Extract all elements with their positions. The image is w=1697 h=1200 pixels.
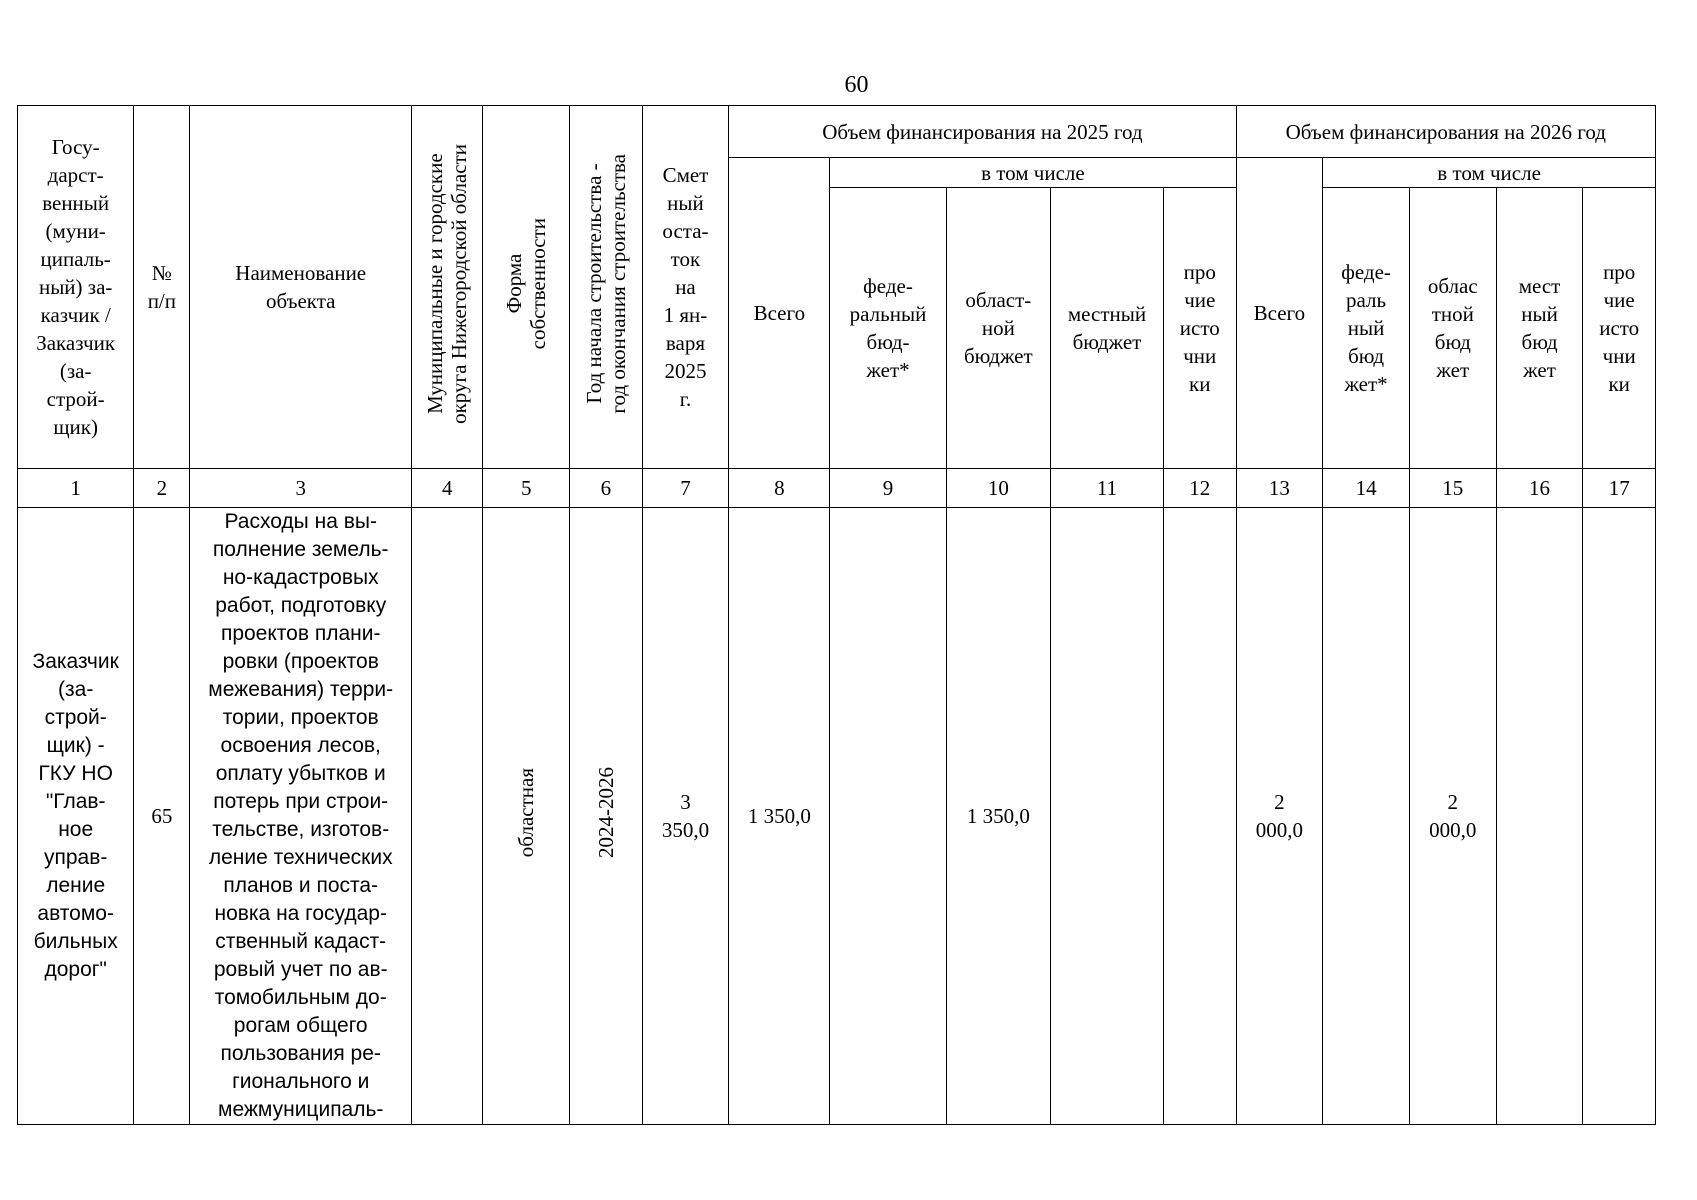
column-number: 11 — [1050, 469, 1163, 508]
page-number: 60 — [844, 72, 869, 98]
column-number: 13 — [1236, 469, 1323, 508]
header-municipalities: Муниципальные и городские округа Нижегородской области — [423, 143, 472, 424]
column-number: 1 — [18, 469, 134, 508]
row-ownership: областная — [514, 767, 539, 858]
column-number: 2 — [134, 469, 190, 508]
row-regional-2025: 1 350,0 — [946, 508, 1050, 1125]
row-local-2026 — [1496, 508, 1583, 1125]
column-number: 8 — [729, 469, 830, 508]
row-estimate: 3 350,0 — [642, 508, 729, 1125]
row-local-2025 — [1050, 508, 1163, 1125]
column-number: 12 — [1164, 469, 1236, 508]
header-including-2026: в том числе — [1323, 158, 1656, 188]
header-ownership-cell — [483, 106, 570, 469]
header-years-cell — [570, 106, 642, 469]
header-estimate: Смет ный оста- ток на 1 ян- варя 2025 г. — [642, 106, 729, 469]
row-ownership-cell — [483, 508, 570, 1125]
column-number: 4 — [412, 469, 483, 508]
column-number: 6 — [570, 469, 642, 508]
column-number: 16 — [1496, 469, 1583, 508]
column-number: 15 — [1409, 469, 1496, 508]
header-total-2026: Всего — [1236, 158, 1323, 469]
row-number: 65 — [134, 508, 190, 1125]
row-other-2025 — [1164, 508, 1236, 1125]
row-customer: Заказчик (за- строй- щик) - ГКУ НО "Глав- ное управ- ление автомо- бильных дорог" — [18, 508, 134, 1125]
row-municipalities — [412, 508, 483, 1125]
header-years: Год начала строительства - год окончания строительства — [581, 153, 630, 414]
row-years-cell — [570, 508, 642, 1125]
header-including-2025: в том числе — [830, 158, 1236, 188]
row-regional-2026: 2 000,0 — [1409, 508, 1496, 1125]
header-funding-2026: Объем финансирования на 2026 год — [1236, 106, 1656, 158]
row-federal-2025 — [830, 508, 946, 1125]
header-customer: Госу- дарст- венный (муни- ципаль- ный) за- казчик / Заказчик (за- строй- щик) — [18, 106, 134, 469]
header-other-2026: про чие исто чни ки — [1583, 188, 1656, 469]
column-number: 5 — [483, 469, 570, 508]
column-number: 10 — [946, 469, 1050, 508]
table-row — [18, 508, 1656, 1125]
header-federal-2025: феде- ральный бюд- жет* — [830, 188, 946, 469]
column-number: 17 — [1583, 469, 1656, 508]
row-other-2026 — [1583, 508, 1656, 1125]
header-local-2026: мест ный бюд жет — [1496, 188, 1583, 469]
column-number: 14 — [1323, 469, 1410, 508]
header-local-2025: местный бюджет — [1050, 188, 1163, 469]
header-federal-2026: феде- раль ный бюд жет* — [1323, 188, 1410, 469]
column-number-row — [18, 469, 1656, 508]
financing-table — [17, 105, 1656, 1125]
column-number: 9 — [830, 469, 946, 508]
header-regional-2025: област- ной бюджет — [946, 188, 1050, 469]
column-number: 3 — [190, 469, 412, 508]
row-total-2026: 2 000,0 — [1236, 508, 1323, 1125]
row-total-2025: 1 350,0 — [729, 508, 830, 1125]
header-municipalities-cell — [412, 106, 483, 469]
header-ownership: Форма собственности — [502, 217, 551, 350]
row-object-name: Расходы на вы- полнение земель- но-кадастровых работ, подготовку проектов плани- ровки (проектов межевания) терри- тории, проектов освоения лесов, оплату убытков и потерь при строи- тельстве, изготов- ление технических планов и поста- новка на государ- ственный кадаст- ровый учет по ав- томобильным до- рогам общего пользования ре- гионального и межмуниципаль- — [190, 508, 412, 1125]
header-funding-2025: Объем финансирования на 2025 год — [729, 106, 1236, 158]
row-years: 2024-2026 — [593, 767, 618, 858]
header-other-2025: про чие исто чни ки — [1164, 188, 1236, 469]
header-number: № п/п — [134, 106, 190, 469]
header-total-2025: Всего — [729, 158, 830, 469]
row-federal-2026 — [1323, 508, 1410, 1125]
header-object-name: Наименование объекта — [190, 106, 412, 469]
column-number: 7 — [642, 469, 729, 508]
header-regional-2026: облас тной бюд жет — [1409, 188, 1496, 469]
